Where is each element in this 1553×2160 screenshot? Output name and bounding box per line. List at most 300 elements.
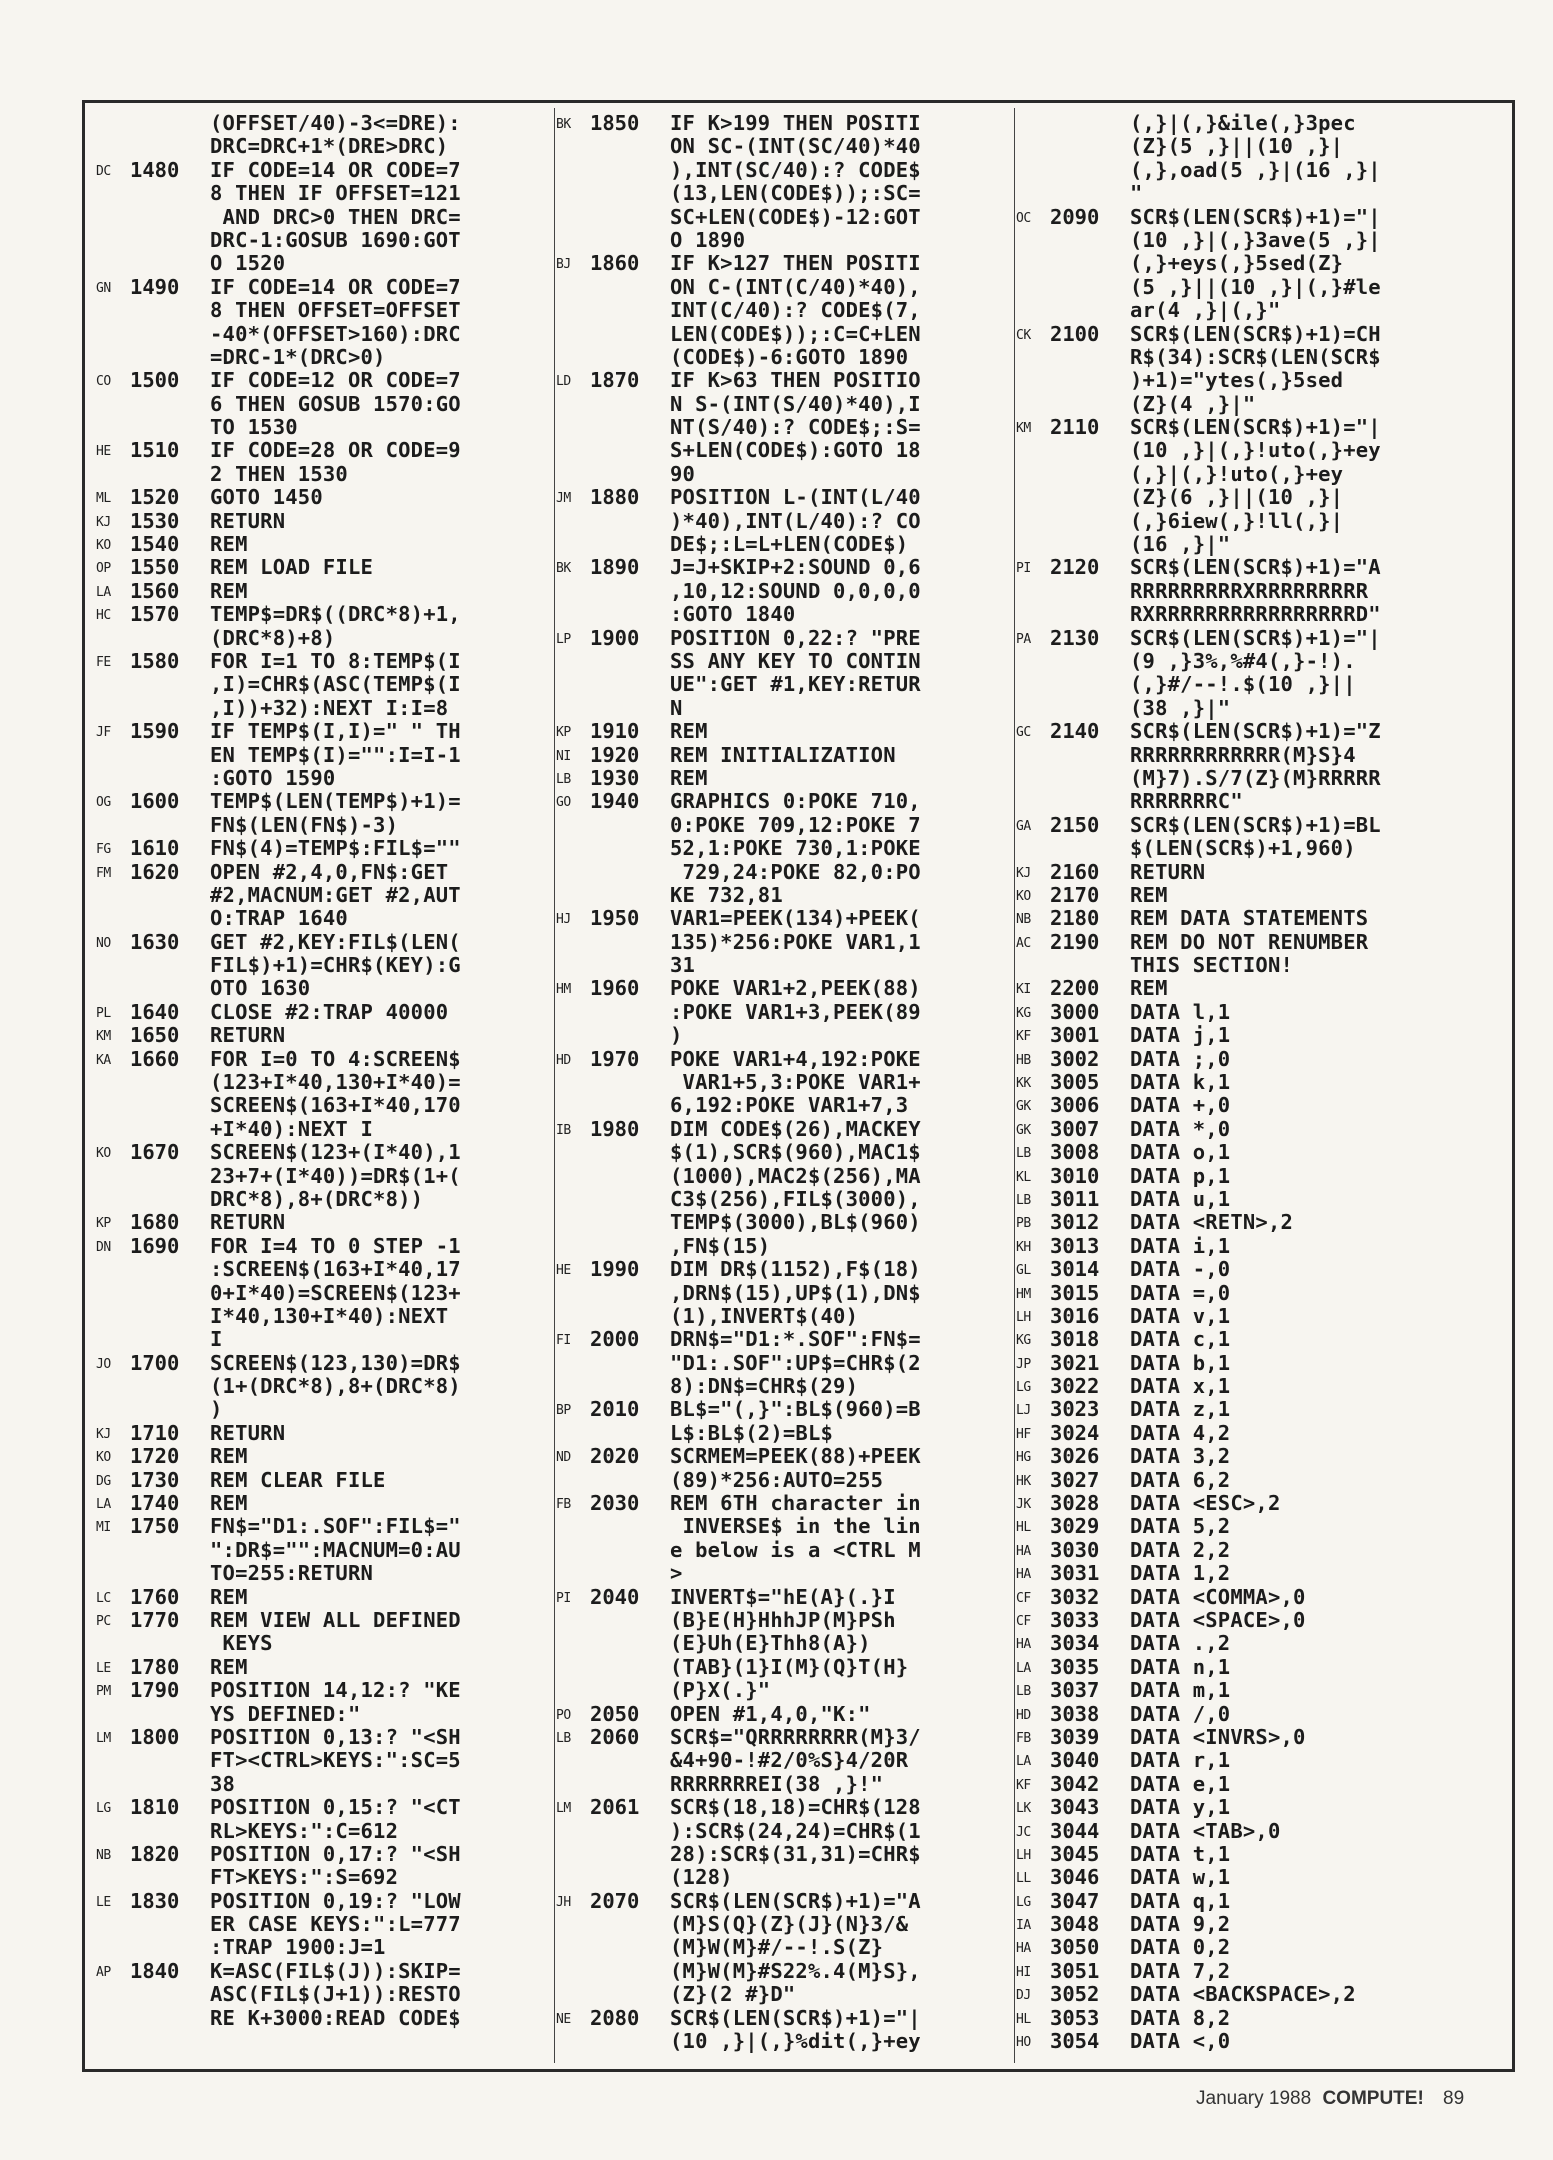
statement-text: R$(34):SCR$(LEN(SCR$ — [1130, 345, 1381, 369]
checksum-code: CK — [1016, 327, 1031, 343]
checksum-code: KO — [96, 1450, 111, 1466]
statement-text: :GOTO 1840 — [670, 603, 796, 627]
checksum-code: KF — [1016, 1777, 1031, 1793]
code-line — [96, 323, 556, 346]
line-number: 1730 — [130, 1468, 180, 1492]
code-line — [556, 1375, 1016, 1398]
checksum-code: KA — [96, 1052, 111, 1068]
statement-text: REM CLEAR FILE — [210, 1468, 386, 1492]
code-line — [556, 369, 1016, 392]
code-line — [1016, 1913, 1476, 1936]
checksum-code: FB — [1016, 1730, 1031, 1746]
statement-text: TO 1530 — [210, 416, 298, 440]
line-number: 2070 — [590, 1889, 640, 1913]
statement-text: (,}|(,}&ile(,}3pec — [1130, 112, 1356, 135]
code-line — [1016, 135, 1476, 158]
statement-text: 38 — [210, 1772, 236, 1796]
code-line — [1016, 112, 1476, 135]
checksum-code: LM — [96, 1730, 111, 1746]
checksum-code: LG — [1016, 1380, 1031, 1396]
statement-text: DATA 8,2 — [1130, 2006, 1231, 2030]
code-line — [1016, 206, 1476, 229]
code-line — [96, 954, 556, 977]
checksum-code: HI — [1016, 1964, 1031, 1980]
line-number: 1900 — [590, 626, 640, 650]
checksum-code: MI — [96, 1520, 111, 1536]
checksum-code: HF — [1016, 1426, 1031, 1442]
statement-text: (123+I*40,130+I*40)= — [210, 1071, 461, 1095]
statement-text: VAR1=PEEK(134)+PEEK( — [670, 907, 921, 931]
checksum-code: HL — [1016, 1520, 1031, 1536]
statement-text: REM INITIALIZATION — [670, 743, 896, 767]
code-line — [96, 1703, 556, 1726]
code-line — [96, 1328, 556, 1351]
line-number: 1510 — [130, 439, 180, 463]
statement-text: J=J+SKIP+2:SOUND 0,6 — [670, 556, 921, 580]
code-line — [556, 790, 1016, 813]
checksum-code: LB — [1016, 1146, 1031, 1162]
statement-text: REM DATA STATEMENTS — [1130, 907, 1369, 931]
line-number: 3029 — [1050, 1515, 1100, 1539]
checksum-code: LA — [1016, 1660, 1031, 1676]
checksum-code: KI — [1016, 982, 1031, 998]
line-number: 1690 — [130, 1234, 180, 1258]
statement-text: GET #2,KEY:FIL$(LEN( — [210, 930, 461, 954]
line-number: 1570 — [130, 603, 180, 627]
code-line — [556, 1515, 1016, 1538]
line-number: 3034 — [1050, 1632, 1100, 1656]
statement-text: 8 THEN OFFSET=OFFSET — [210, 299, 461, 323]
code-line — [96, 837, 556, 860]
line-number: 1750 — [130, 1515, 180, 1539]
code-line — [1016, 346, 1476, 369]
code-line — [1016, 1983, 1476, 2006]
statement-text: DATA u,1 — [1130, 1187, 1231, 1211]
code-line — [1016, 837, 1476, 860]
code-line — [96, 697, 556, 720]
statement-text: 90 — [670, 462, 696, 486]
statement-text: REM — [210, 1585, 248, 1609]
line-number: 2061 — [590, 1796, 640, 1820]
statement-text: BL$="(,}":BL$(960)=B — [670, 1398, 921, 1422]
statement-text: FOR I=0 TO 4:SCREEN$ — [210, 1047, 461, 1071]
code-line — [96, 206, 556, 229]
line-number: 3045 — [1050, 1842, 1100, 1866]
statement-text: DATA n,1 — [1130, 1655, 1231, 1679]
statement-text: 8):DN$=CHR$(29) — [670, 1375, 859, 1399]
statement-text: ,I)=CHR$(ASC(TEMP$(I — [210, 673, 461, 697]
line-number: 1910 — [590, 720, 640, 744]
checksum-code: CF — [1016, 1590, 1031, 1606]
statement-text: IF K>127 THEN POSITI — [670, 252, 921, 276]
code-line — [556, 1141, 1016, 1164]
code-line — [556, 463, 1016, 486]
line-number: 3037 — [1050, 1679, 1100, 1703]
code-line — [556, 1445, 1016, 1468]
statement-text: DATA z,1 — [1130, 1398, 1231, 1422]
code-line — [556, 1211, 1016, 1234]
code-line — [1016, 603, 1476, 626]
statement-text: THIS SECTION! — [1130, 954, 1294, 978]
statement-text: (1+(DRC*8),8+(DRC*8) — [210, 1375, 461, 1399]
statement-text: C3$(256),FIL$(3000), — [670, 1187, 921, 1211]
code-line — [96, 486, 556, 509]
code-line — [96, 814, 556, 837]
statement-text: RETURN — [210, 509, 286, 533]
code-line — [556, 1165, 1016, 1188]
checksum-code: ML — [96, 491, 111, 507]
code-line — [96, 416, 556, 439]
line-number: 1680 — [130, 1211, 180, 1235]
checksum-code: LE — [96, 1660, 111, 1676]
code-line — [1016, 1118, 1476, 1141]
line-number: 1970 — [590, 1047, 640, 1071]
statement-text: INT(C/40):? CODE$(7, — [670, 299, 921, 323]
magazine-name: COMPUTE! — [1322, 2088, 1424, 2109]
checksum-code: HK — [1016, 1473, 1031, 1489]
code-line — [96, 1282, 556, 1305]
statement-text: IF CODE=14 OR CODE=7 — [210, 275, 461, 299]
line-number: 3021 — [1050, 1351, 1100, 1375]
page-footer — [1196, 2088, 1464, 2110]
checksum-code: JO — [96, 1356, 111, 1372]
statement-text: (9 ,}3%,%#4(,}-!). — [1130, 649, 1356, 673]
code-line — [96, 1796, 556, 1819]
statement-text: FOR I=4 TO 0 STEP -1 — [210, 1234, 461, 1258]
line-number: 3044 — [1050, 1819, 1100, 1843]
statement-text: > — [670, 1562, 683, 1586]
line-number: 1530 — [130, 509, 180, 533]
line-number: 1930 — [590, 766, 640, 790]
code-line — [556, 954, 1016, 977]
statement-text: SCR$(LEN(SCR$)+1)="Z — [1130, 720, 1381, 744]
checksum-code: GL — [1016, 1263, 1031, 1279]
code-line — [96, 1843, 556, 1866]
statement-text: FT>KEYS:":S=692 — [210, 1866, 399, 1890]
code-line — [556, 416, 1016, 439]
statement-text: GOTO 1450 — [210, 486, 323, 510]
statement-text: DRN$="D1:*.SOF":FN$= — [670, 1328, 921, 1352]
code-line — [1016, 229, 1476, 252]
line-number: 3000 — [1050, 1000, 1100, 1024]
statement-text: UE":GET #1,KEY:RETUR — [670, 673, 921, 697]
statement-text: I — [210, 1328, 223, 1352]
statement-text: (,}6iew(,}!ll(,}| — [1130, 509, 1344, 533]
line-number: 2010 — [590, 1398, 640, 1422]
checksum-code: LA — [96, 1497, 111, 1513]
statement-text: DRC=DRC+1*(DRE>DRC) — [210, 135, 449, 159]
code-line — [96, 1445, 556, 1468]
line-number: 1890 — [590, 556, 640, 580]
code-line — [556, 112, 1016, 135]
line-number: 1860 — [590, 252, 640, 276]
statement-text: GRAPHICS 0:POKE 710, — [670, 790, 921, 814]
line-number: 1980 — [590, 1117, 640, 1141]
line-number: 1610 — [130, 837, 180, 861]
code-line — [1016, 1165, 1476, 1188]
statement-text: FIL$)+1)=CHR$(KEY):G — [210, 954, 461, 978]
statement-text: 729,24:POKE 82,0:PO — [670, 860, 921, 884]
statement-text: SCREEN$(123,130)=DR$ — [210, 1351, 461, 1375]
statement-text: 6 THEN GOSUB 1570:GO — [210, 392, 461, 416]
line-number: 2100 — [1050, 322, 1100, 346]
code-line — [1016, 673, 1476, 696]
statement-text: ,10,12:SOUND 0,0,0,0 — [670, 579, 921, 603]
statement-text: FOR I=1 TO 8:TEMP$(I — [210, 649, 461, 673]
code-line — [96, 1305, 556, 1328]
line-number: 3032 — [1050, 1585, 1100, 1609]
checksum-code: KJ — [1016, 865, 1031, 881]
code-line — [1016, 1398, 1476, 1421]
line-number: 1760 — [130, 1585, 180, 1609]
statement-text: (B}E(H}HhhJP(M}PSh — [670, 1609, 896, 1632]
code-line — [96, 907, 556, 930]
line-number: 1820 — [130, 1842, 180, 1866]
checksum-code: HG — [1016, 1450, 1031, 1466]
checksum-code: ND — [556, 1450, 571, 1466]
line-number: 3028 — [1050, 1492, 1100, 1516]
code-line — [1016, 907, 1476, 930]
code-line — [96, 627, 556, 650]
code-line — [556, 1609, 1016, 1632]
statement-text: I*40,130+I*40):NEXT — [210, 1304, 449, 1328]
code-line — [556, 346, 1016, 369]
code-line — [96, 533, 556, 556]
statement-text: DATA j,1 — [1130, 1024, 1231, 1048]
statement-text: (10 ,}|(,}%dit(,}+ey — [670, 2030, 921, 2054]
statement-text: DATA t,1 — [1130, 1842, 1231, 1866]
code-line — [96, 1539, 556, 1562]
code-line — [556, 1492, 1016, 1515]
line-number: 3015 — [1050, 1281, 1100, 1305]
checksum-code: DC — [96, 163, 111, 179]
statement-text: KEYS — [210, 1632, 273, 1656]
checksum-code: DG — [96, 1473, 111, 1489]
code-line — [556, 486, 1016, 509]
line-number: 3042 — [1050, 1772, 1100, 1796]
checksum-code: KO — [96, 1146, 111, 1162]
statement-text: DATA 3,2 — [1130, 1445, 1231, 1469]
code-line — [96, 299, 556, 322]
line-number: 3040 — [1050, 1749, 1100, 1773]
code-line — [556, 1024, 1016, 1047]
code-line — [96, 1094, 556, 1117]
statement-text: 0:POKE 709,12:POKE 7 — [670, 813, 921, 837]
statement-text: INVERT$="hE(A}(.}I — [670, 1585, 896, 1609]
checksum-code: OP — [96, 561, 111, 577]
statement-text: DATA 4,2 — [1130, 1421, 1231, 1445]
line-number: 1810 — [130, 1796, 180, 1820]
checksum-code: KH — [1016, 1239, 1031, 1255]
code-line — [1016, 1773, 1476, 1796]
statement-text: (CODE$)-6:GOTO 1890 — [670, 345, 909, 369]
statement-text: REM — [210, 579, 248, 603]
line-number: 1720 — [130, 1445, 180, 1469]
line-number: 3027 — [1050, 1468, 1100, 1492]
code-line — [556, 1773, 1016, 1796]
line-number: 1650 — [130, 1024, 180, 1048]
checksum-code: KG — [1016, 1333, 1031, 1349]
statement-text: (DRC*8)+8) — [210, 626, 336, 650]
code-line — [1016, 369, 1476, 392]
statement-text: 8 THEN IF OFFSET=121 — [210, 182, 461, 206]
statement-text: REM VIEW ALL DEFINED — [210, 1609, 461, 1632]
line-number: 1950 — [590, 907, 640, 931]
code-line — [96, 1913, 556, 1936]
checksum-code: GO — [556, 795, 571, 811]
statement-text: (16 ,}|" — [1130, 533, 1231, 557]
statement-text: IF CODE=12 OR CODE=7 — [210, 369, 461, 393]
code-line — [1016, 1539, 1476, 1562]
code-line — [1016, 1375, 1476, 1398]
statement-text: DATA m,1 — [1130, 1679, 1231, 1703]
code-line — [1016, 1562, 1476, 1585]
checksum-code: LA — [1016, 1754, 1031, 1770]
statement-text: DATA 5,2 — [1130, 1515, 1231, 1539]
statement-text: O 1890 — [670, 228, 746, 252]
line-number: 3035 — [1050, 1655, 1100, 1679]
checksum-code: PC — [96, 1614, 111, 1629]
line-number: 1780 — [130, 1655, 180, 1679]
statement-text: SCR$(LEN(SCR$)+1)="| — [1130, 626, 1381, 650]
line-number: 1620 — [130, 860, 180, 884]
code-line — [1016, 1048, 1476, 1071]
statement-text: DRC*8),8+(DRC*8)) — [210, 1187, 424, 1211]
statement-text: (M}S(Q}(Z}(J}(N}3/& — [670, 1913, 909, 1937]
statement-text: DATA /,0 — [1130, 1702, 1231, 1726]
checksum-code: LB — [1016, 1192, 1031, 1208]
statement-text: POSITION 0,13:? "<SH — [210, 1725, 461, 1749]
statement-text: SCR$="QRRRRRRRR(M}3/ — [670, 1725, 921, 1749]
statement-text: DATA <TAB>,0 — [1130, 1819, 1281, 1843]
checksum-code: LC — [96, 1590, 111, 1606]
statement-text: REM — [1130, 977, 1168, 1001]
code-line — [1016, 182, 1476, 205]
code-line — [96, 977, 556, 1000]
statement-text: (TAB}(1}I(M}(Q}T(H} — [670, 1655, 909, 1679]
checksum-code: GC — [1016, 725, 1031, 741]
code-line — [556, 1890, 1016, 1913]
checksum-code: KP — [96, 1216, 111, 1232]
code-line — [556, 1235, 1016, 1258]
code-line — [1016, 1866, 1476, 1889]
code-line — [1016, 1515, 1476, 1538]
code-line — [556, 580, 1016, 603]
checksum-code: HE — [96, 444, 111, 460]
statement-text: DATA e,1 — [1130, 1772, 1231, 1796]
statement-text: RRRRRRRRRXRRRRRRRRR — [1130, 579, 1369, 603]
code-line — [556, 1305, 1016, 1328]
line-number: 1700 — [130, 1351, 180, 1375]
code-line — [556, 556, 1016, 579]
statement-text: RRRRRRRC" — [1130, 790, 1243, 814]
line-number: 3002 — [1050, 1047, 1100, 1071]
code-line — [1016, 1820, 1476, 1843]
code-line — [556, 1118, 1016, 1141]
checksum-code: BK — [556, 117, 571, 132]
code-line — [96, 1211, 556, 1234]
code-line — [1016, 720, 1476, 743]
code-line — [1016, 299, 1476, 322]
code-line — [1016, 1609, 1476, 1632]
checksum-code: KF — [1016, 1029, 1031, 1045]
statement-text: #2,MACNUM:GET #2,AUT — [210, 883, 461, 907]
statement-text: SCREEN$(163+I*40,170 — [210, 1094, 461, 1118]
code-line — [96, 1820, 556, 1843]
checksum-code: HC — [96, 608, 111, 624]
issue-date: January 1988 — [1196, 2088, 1312, 2109]
code-line — [96, 1024, 556, 1047]
line-number: 1800 — [130, 1725, 180, 1749]
statement-text: (Z}(4 ,}|" — [1130, 392, 1256, 416]
code-line — [96, 744, 556, 767]
code-line — [1016, 159, 1476, 182]
statement-text: :SCREEN$(163+I*40,17 — [210, 1258, 461, 1282]
code-line — [556, 229, 1016, 252]
code-line — [556, 1352, 1016, 1375]
statement-text: IF K>199 THEN POSITI — [670, 112, 921, 135]
statement-text: FN$(LEN(FN$)-3) — [210, 813, 399, 837]
code-line — [556, 1586, 1016, 1609]
line-number: 1920 — [590, 743, 640, 767]
checksum-code: JF — [96, 725, 111, 741]
code-line — [1016, 323, 1476, 346]
code-line — [96, 276, 556, 299]
code-line — [96, 135, 556, 158]
code-line — [96, 1656, 556, 1679]
statement-text: IF TEMP$(I,I)=" " TH — [210, 720, 461, 744]
code-line — [96, 229, 556, 252]
code-line — [556, 650, 1016, 673]
checksum-code: FB — [556, 1497, 571, 1513]
statement-text: DATA k,1 — [1130, 1071, 1231, 1095]
checksum-code: JM — [556, 491, 571, 507]
statement-text: RXRRRRRRRRRRRRRRRRD" — [1130, 603, 1381, 627]
code-line — [556, 744, 1016, 767]
code-line — [96, 2007, 556, 2030]
checksum-code: HD — [1016, 1707, 1031, 1723]
code-line — [556, 697, 1016, 720]
code-line — [1016, 1141, 1476, 1164]
statement-text: AND DRC>0 THEN DRC= — [210, 205, 461, 229]
checksum-code: CF — [1016, 1614, 1031, 1629]
statement-text: (M}W(M}#S22%.4(M}S}, — [670, 1959, 921, 1983]
code-line — [96, 1469, 556, 1492]
code-line — [1016, 814, 1476, 837]
line-number: 3022 — [1050, 1375, 1100, 1399]
statement-text: IF CODE=14 OR CODE=7 — [210, 158, 461, 182]
code-line — [96, 1773, 556, 1796]
code-line — [556, 931, 1016, 954]
code-line — [1016, 463, 1476, 486]
statement-text: (,}|(,}!uto(,}+ey — [1130, 462, 1344, 486]
code-line — [556, 510, 1016, 533]
code-line — [556, 1703, 1016, 1726]
checksum-code: KG — [1016, 1005, 1031, 1021]
line-number: 1990 — [590, 1258, 640, 1282]
checksum-code: KK — [1016, 1076, 1031, 1092]
code-line — [96, 1071, 556, 1094]
statement-text: ) — [210, 1398, 223, 1422]
code-line — [1016, 977, 1476, 1000]
line-number: 2090 — [1050, 205, 1100, 229]
code-line — [1016, 1328, 1476, 1351]
statement-text: (,},oad(5 ,}|(16 ,}| — [1130, 158, 1381, 182]
code-line — [96, 1118, 556, 1141]
statement-text: (P}X(.}" — [670, 1679, 771, 1703]
line-number: 1540 — [130, 533, 180, 557]
code-line — [556, 1398, 1016, 1421]
